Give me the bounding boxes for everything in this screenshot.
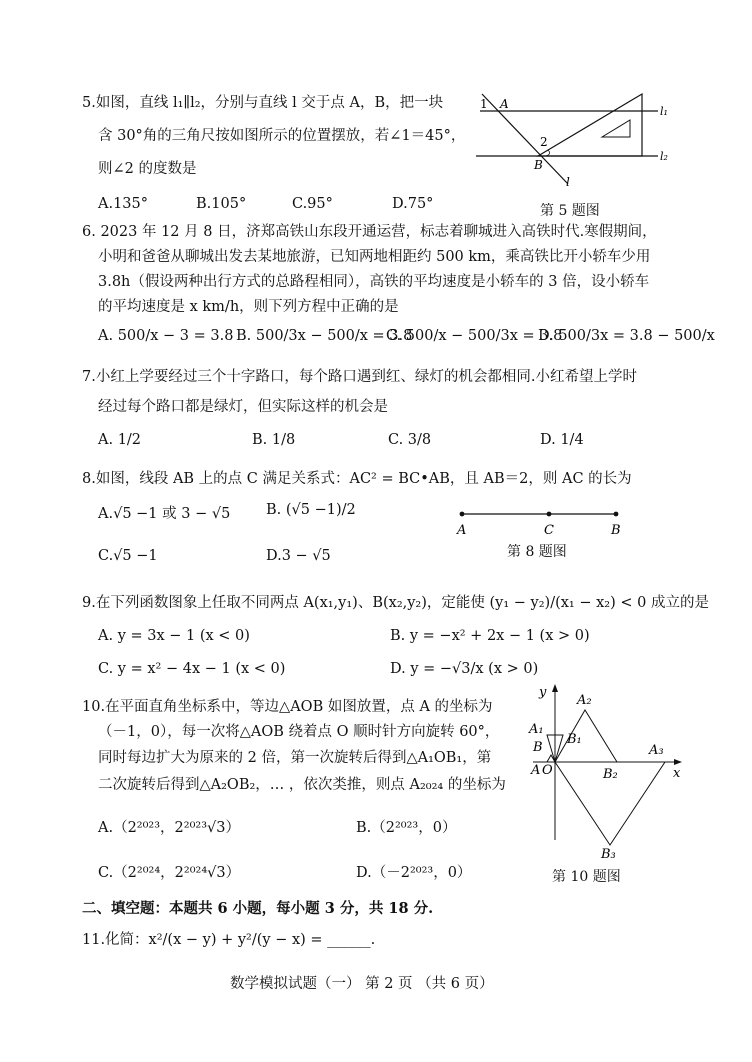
fig10-label-b2: B₂ bbox=[603, 767, 618, 782]
fig10-label-b3: B₃ bbox=[601, 847, 616, 860]
q10-caption: 第 10 题图 bbox=[552, 869, 621, 885]
fig5-label-l: l bbox=[566, 175, 570, 189]
q9-option-a: A. y = 3x − 1 (x < 0) bbox=[98, 628, 250, 644]
q8-figure bbox=[452, 505, 632, 539]
q5-caption: 第 5 题图 bbox=[540, 203, 600, 219]
fig10-label-b1: B₁ bbox=[567, 732, 582, 747]
q9-line1: 9.在下列函数图象上任取不同两点 A(x₁,y₁)、B(x₂,y₂)，定能使 (y₁ − y₂)/(x₁ − x₂) < 0 成立的是 bbox=[82, 595, 709, 611]
q5-option-a: A.135° bbox=[98, 196, 149, 212]
q6-line4: 的平均速度是 x km/h，则下列方程中正确的是 bbox=[98, 299, 399, 315]
fig5-label-l2: l₂ bbox=[660, 150, 668, 163]
page-footer: 数学模拟试题（一） 第 2 页 （共 6 页） bbox=[230, 976, 494, 992]
q5-line3: 则∠2 的度数是 bbox=[98, 161, 197, 177]
fig5-label-b: B bbox=[534, 158, 543, 172]
q9-option-d: D. y = −√3/x (x > 0) bbox=[390, 661, 539, 677]
q6-line2: 小明和爸爸从聊城出发去某地旅游，已知两地相距约 500 km，乘高铁比开小轿车少用 bbox=[98, 249, 651, 265]
q6-line1: 6. 2023 年 12 月 8 日，济郑高铁山东段开通运营，标志着聊城进入高铁时代.寒假期间， bbox=[82, 224, 657, 240]
fig10-label-x: x bbox=[673, 766, 681, 781]
q6-option-c: C. 500/x − 500/3x = 3.8 bbox=[386, 328, 563, 344]
fig5-label-1: 1 bbox=[480, 97, 488, 111]
line-l bbox=[482, 94, 568, 184]
fig8-label-c: C bbox=[544, 523, 554, 538]
fig10-label-a1: A₁ bbox=[529, 722, 544, 737]
q7-option-c: C. 3/8 bbox=[388, 432, 432, 448]
fig5-label-a: A bbox=[500, 97, 509, 111]
fig10-label-b: B bbox=[533, 740, 543, 755]
q8-caption: 第 8 题图 bbox=[507, 544, 567, 560]
q8-option-a: A.√5 −1 或 3 − √5 bbox=[98, 506, 231, 522]
q6-line3: 3.8h（假设两种出行方式的总路程相同），高铁的平均速度是小轿车的 3 倍，设小轿车 bbox=[98, 274, 650, 290]
q6-option-d: D. 500/3x = 3.8 − 500/x bbox=[538, 328, 715, 344]
fig5-label-2: 2 bbox=[540, 135, 548, 149]
point-a bbox=[460, 512, 465, 517]
q9-option-c: C. y = x² − 4x − 1 (x < 0) bbox=[98, 661, 286, 677]
q5-line2: 含 30°角的三角尺按如图所示的位置摆放，若∠1＝45°， bbox=[98, 128, 466, 144]
q8-line1: 8.如图，线段 AB 上的点 C 满足关系式：AC² = BC•AB，且 AB＝2，则 AC 的长为 bbox=[82, 471, 632, 487]
q10-option-d: D.（－2²⁰²³，0） bbox=[356, 865, 472, 881]
q10-figure bbox=[525, 680, 690, 860]
triangle-ruler bbox=[538, 94, 642, 156]
q8-option-b: B. (√5 −1)/2 bbox=[266, 502, 356, 518]
fig10-label-a2: A₂ bbox=[577, 693, 592, 708]
fig5-label-l1: l₁ bbox=[660, 105, 668, 118]
q7-option-a: A. 1/2 bbox=[98, 432, 142, 448]
q6-option-a: A. 500/x − 3 = 3.8 bbox=[98, 328, 234, 344]
q5-line1: 5.如图，直线 l₁∥l₂，分别与直线 l 交于点 A，B，把一块 bbox=[82, 95, 444, 111]
q10-line4: 二次旋转后得到△A₂OB₂，… ，依次类推，则点 A₂₀₂₄ 的坐标为 bbox=[98, 777, 506, 793]
y-axis-arrow bbox=[552, 684, 558, 692]
fig10-label-o: O bbox=[542, 763, 553, 778]
q5-figure bbox=[470, 86, 680, 198]
section2-heading: 二、填空题：本题共 6 小题，每小题 3 分，共 18 分. bbox=[82, 900, 434, 917]
q10-option-a: A.（2²⁰²³，2²⁰²³√3） bbox=[98, 820, 240, 836]
fig8-label-b: B bbox=[611, 523, 621, 538]
q8-option-c: C.√5 −1 bbox=[98, 548, 158, 564]
q5-option-d: D.75° bbox=[392, 196, 434, 212]
q8-option-d: D.3 − √5 bbox=[266, 548, 331, 564]
q7-line2: 经过每个路口都是绿灯，但实际这样的机会是 bbox=[98, 399, 388, 415]
q10-line2: （－1，0），每一次将△AOB 绕着点 O 顺时针方向旋转 60°， bbox=[98, 724, 500, 740]
triangle-a2ob2 bbox=[555, 710, 617, 762]
q5-option-c: C.95° bbox=[292, 196, 333, 212]
point-c bbox=[547, 512, 552, 517]
q7-line1: 7.小红上学要经过三个十字路口，每个路口遇到红、绿灯的机会都相同.小红希望上学时 bbox=[82, 369, 637, 385]
q10-line3: 同时每边扩大为原来的 2 倍，第一次旋转后得到△A₁OB₁，第 bbox=[98, 750, 492, 766]
q9-option-b: B. y = −x² + 2x − 1 (x > 0) bbox=[390, 628, 590, 644]
fig8-label-a: A bbox=[457, 523, 467, 538]
q10-line1: 10.在平面直角坐标系中，等边△AOB 如图放置，点 A 的坐标为 bbox=[82, 699, 493, 715]
q5-option-b: B.105° bbox=[196, 196, 247, 212]
fig10-label-y: y bbox=[539, 685, 547, 700]
q10-option-b: B.（2²⁰²³，0） bbox=[356, 820, 457, 836]
q6-option-b: B. 500/3x − 500/x = 3.8 bbox=[236, 328, 413, 344]
q7-option-d: D. 1/4 bbox=[540, 432, 584, 448]
point-b bbox=[614, 512, 619, 517]
q11-text: 11.化简：x²/(x − y) + y²/(y − x) = ______. bbox=[82, 932, 376, 948]
x-axis-arrow bbox=[674, 759, 682, 765]
fig10-label-a: A bbox=[531, 763, 541, 778]
q7-option-b: B. 1/8 bbox=[252, 432, 296, 448]
q10-option-c: C.（2²⁰²⁴，2²⁰²⁴√3） bbox=[98, 865, 241, 881]
triangle-ruler-inner bbox=[602, 120, 630, 137]
fig10-label-a3: A₃ bbox=[649, 743, 664, 758]
